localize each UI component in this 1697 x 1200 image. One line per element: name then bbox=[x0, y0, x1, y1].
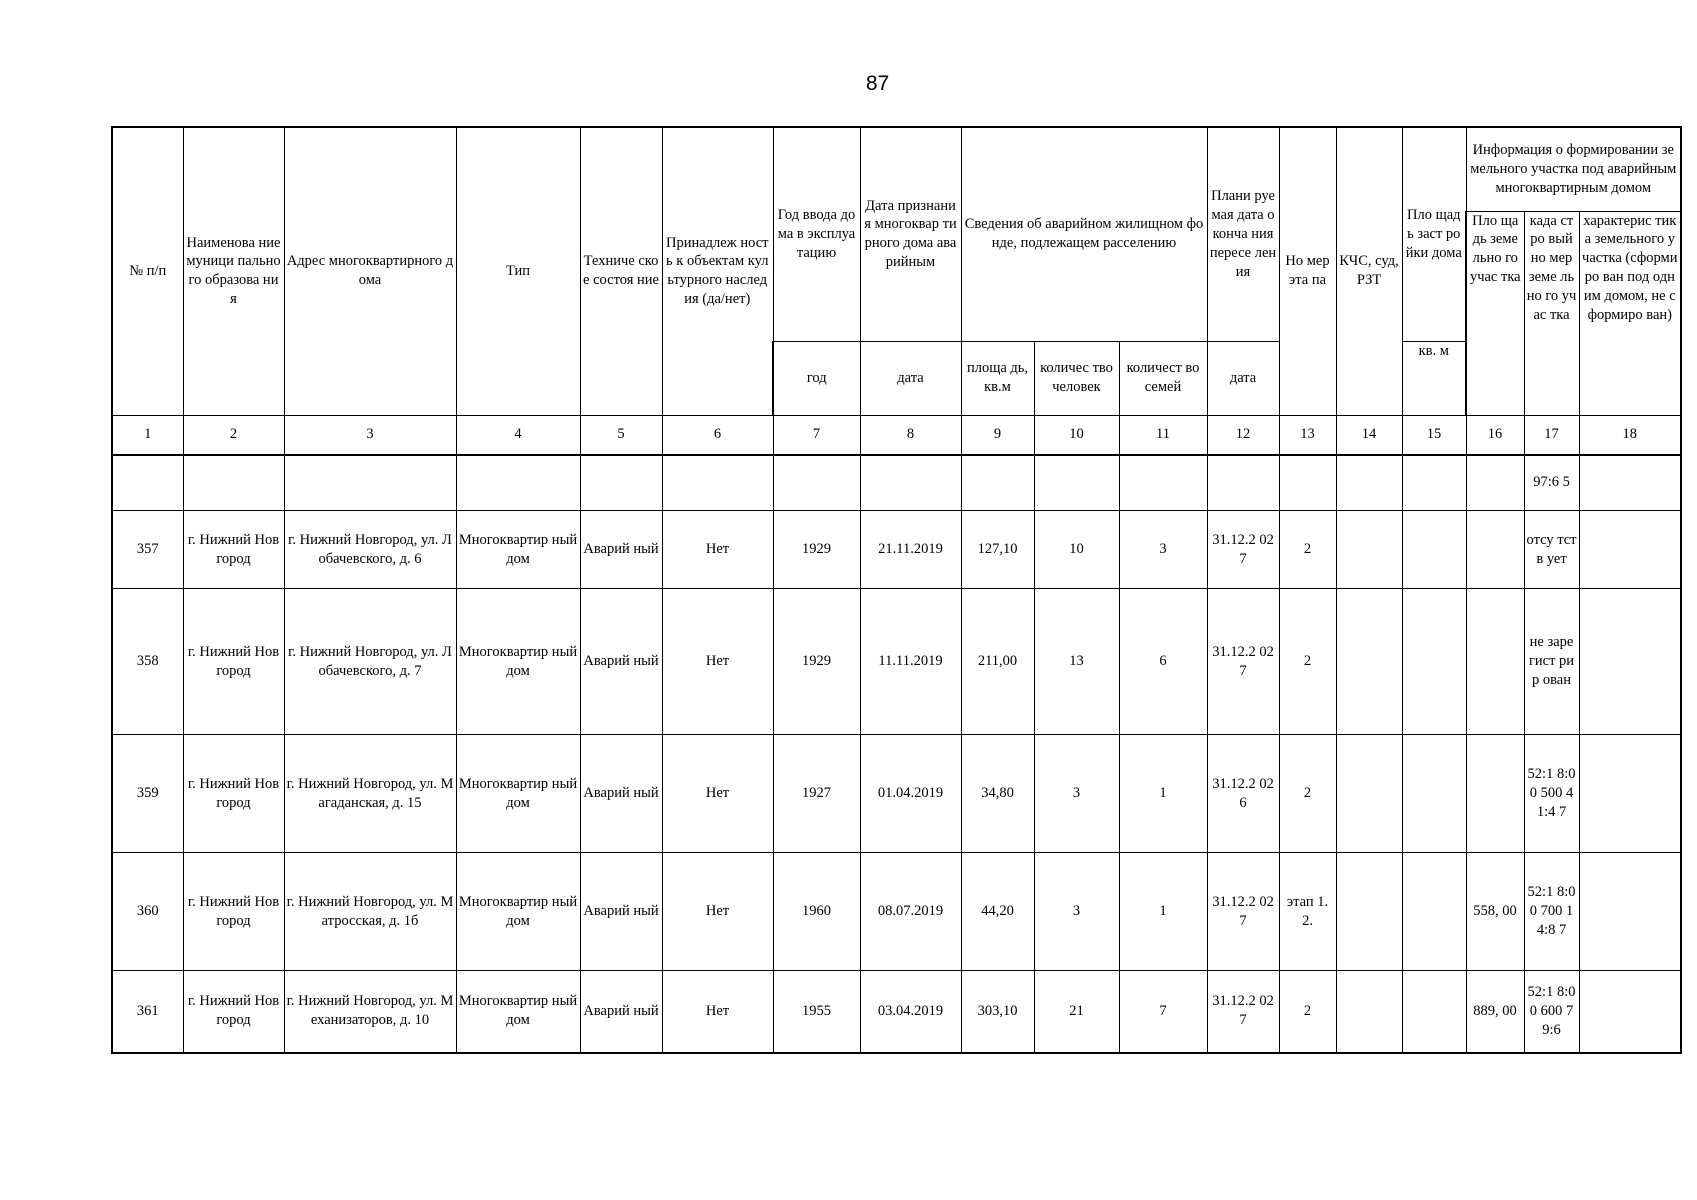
header-cadastral-number: када стро вый но мер земе льно го учас тка bbox=[1524, 211, 1579, 415]
table-row bbox=[112, 971, 1681, 1053]
cell-cadastral: не заре гист рир ован bbox=[1524, 589, 1579, 735]
cell-resettle: 31.12.2 026 bbox=[1207, 735, 1279, 853]
column-number: 8 bbox=[860, 415, 961, 455]
column-number: 6 bbox=[662, 415, 773, 455]
cell-land-char bbox=[1579, 735, 1681, 853]
cell-build-area bbox=[1402, 511, 1466, 589]
cell-date: 03.04.2019 bbox=[860, 971, 961, 1053]
continuation-row bbox=[112, 455, 1681, 511]
cell-families: 7 bbox=[1119, 971, 1207, 1053]
cell-cadastral: 52:1 8:00 600 79:6 bbox=[1524, 971, 1579, 1053]
column-number: 5 bbox=[580, 415, 662, 455]
header-municipality: Наименова ние муници пального образова ния bbox=[183, 127, 284, 415]
column-number: 7 bbox=[773, 415, 860, 455]
cell-families: 1 bbox=[1119, 853, 1207, 971]
cell-state: Аварий ный bbox=[580, 735, 662, 853]
column-number: 17 bbox=[1524, 415, 1579, 455]
cell-people: 3 bbox=[1034, 853, 1119, 971]
subheader-date: дата bbox=[860, 341, 961, 415]
cell-build-area bbox=[1402, 735, 1466, 853]
cell-land-area: 558, 00 bbox=[1466, 853, 1524, 971]
cell-type: Многоквартир ный дом bbox=[456, 589, 580, 735]
header-technical-state: Техниче ское состоя ние bbox=[580, 127, 662, 415]
cell-address: г. Нижний Новгород, ул. Механизаторов, д. 10 bbox=[284, 971, 456, 1053]
cell-address: г. Нижний Новгород, ул. Лобачевского, д. 6 bbox=[284, 511, 456, 589]
cell-row-number: 361 bbox=[112, 971, 183, 1053]
cell-resettle: 31.12.2 027 bbox=[1207, 589, 1279, 735]
emergency-housing-table bbox=[111, 126, 1682, 1054]
cell-year: 1927 bbox=[773, 735, 860, 853]
header-kchs: КЧС, суд, РЗТ bbox=[1336, 127, 1402, 415]
column-number: 10 bbox=[1034, 415, 1119, 455]
cell-land-char bbox=[1579, 971, 1681, 1053]
cell-date: 01.04.2019 bbox=[860, 735, 961, 853]
cell-area: 44,20 bbox=[961, 853, 1034, 971]
column-number: 1 bbox=[112, 415, 183, 455]
cell-municipality: г. Нижний Новгород bbox=[183, 511, 284, 589]
cell-land-area bbox=[1466, 589, 1524, 735]
cell-municipality bbox=[183, 455, 284, 511]
cell-resettle: 31.12.2 027 bbox=[1207, 853, 1279, 971]
subheader-people: количес тво человек bbox=[1034, 341, 1119, 415]
cell-type: Многоквартир ный дом bbox=[456, 735, 580, 853]
table-row bbox=[112, 589, 1681, 735]
subheader-area: площа дь, кв.м bbox=[961, 341, 1034, 415]
cell-build-area bbox=[1402, 853, 1466, 971]
cell-build-area bbox=[1402, 971, 1466, 1053]
cell-date: 08.07.2019 bbox=[860, 853, 961, 971]
cell-people: 10 bbox=[1034, 511, 1119, 589]
cell-stage: этап 1.2. bbox=[1279, 853, 1336, 971]
cell-address: г. Нижний Новгород, ул. Лобачевского, д. 7 bbox=[284, 589, 456, 735]
cell-date: 21.11.2019 bbox=[860, 511, 961, 589]
cell-row-number: 358 bbox=[112, 589, 183, 735]
header-building-area: Пло щадь заст ройки дома bbox=[1402, 127, 1466, 341]
cell-address: г. Нижний Новгород, ул. Магаданская, д. 15 bbox=[284, 735, 456, 853]
cell-cadastral: 52:1 8:00 700 14:8 7 bbox=[1524, 853, 1579, 971]
cell-land-char bbox=[1579, 853, 1681, 971]
header-recognition-date: Дата признания многоквар тирного дома аварийным bbox=[860, 127, 961, 341]
cell-kchs bbox=[1336, 589, 1402, 735]
cell-row-number: 359 bbox=[112, 735, 183, 853]
cell-land-area bbox=[1466, 455, 1524, 511]
cell-year bbox=[773, 455, 860, 511]
cell-people: 3 bbox=[1034, 735, 1119, 853]
subheader-year: год bbox=[773, 341, 860, 415]
column-number: 11 bbox=[1119, 415, 1207, 455]
cell-heritage bbox=[662, 455, 773, 511]
header-row-number: № п/п bbox=[112, 127, 183, 415]
cell-land-area bbox=[1466, 511, 1524, 589]
cell-year: 1960 bbox=[773, 853, 860, 971]
table-row bbox=[112, 853, 1681, 971]
subheader-build-area-unit: кв. м bbox=[1402, 341, 1466, 415]
cell-heritage: Нет bbox=[662, 589, 773, 735]
column-number: 13 bbox=[1279, 415, 1336, 455]
cell-people: 21 bbox=[1034, 971, 1119, 1053]
header-land-area: Пло щадь земе льно го учас тка bbox=[1466, 211, 1524, 415]
cell-year: 1929 bbox=[773, 589, 860, 735]
cell-stage: 2 bbox=[1279, 971, 1336, 1053]
cell-address bbox=[284, 455, 456, 511]
cell-area: 34,80 bbox=[961, 735, 1034, 853]
column-number: 2 bbox=[183, 415, 284, 455]
cell-area bbox=[961, 455, 1034, 511]
subheader-resettle-date: дата bbox=[1207, 341, 1279, 415]
cell-land-area bbox=[1466, 735, 1524, 853]
cell-row-number bbox=[112, 455, 183, 511]
cell-resettle bbox=[1207, 455, 1279, 511]
cell-state: Аварий ный bbox=[580, 511, 662, 589]
cell-kchs bbox=[1336, 853, 1402, 971]
column-number: 18 bbox=[1579, 415, 1681, 455]
cell-cadastral: 97:6 5 bbox=[1524, 455, 1579, 511]
cell-year: 1929 bbox=[773, 511, 860, 589]
cell-stage bbox=[1279, 455, 1336, 511]
cell-stage: 2 bbox=[1279, 735, 1336, 853]
table-row bbox=[112, 735, 1681, 853]
cell-municipality: г. Нижний Новгород bbox=[183, 971, 284, 1053]
cell-kchs bbox=[1336, 455, 1402, 511]
column-number: 9 bbox=[961, 415, 1034, 455]
column-number: 16 bbox=[1466, 415, 1524, 455]
cell-kchs bbox=[1336, 735, 1402, 853]
cell-row-number: 357 bbox=[112, 511, 183, 589]
header-type: Тип bbox=[456, 127, 580, 415]
cell-families: 6 bbox=[1119, 589, 1207, 735]
cell-municipality: г. Нижний Новгород bbox=[183, 853, 284, 971]
cell-year: 1955 bbox=[773, 971, 860, 1053]
cell-build-area bbox=[1402, 455, 1466, 511]
cell-land-char bbox=[1579, 511, 1681, 589]
cell-land-area: 889, 00 bbox=[1466, 971, 1524, 1053]
cell-area: 211,00 bbox=[961, 589, 1034, 735]
table-row bbox=[112, 511, 1681, 589]
cell-type: Многоквартир ный дом bbox=[456, 971, 580, 1053]
cell-resettle: 31.12.2 027 bbox=[1207, 511, 1279, 589]
column-number: 15 bbox=[1402, 415, 1466, 455]
cell-area: 127,10 bbox=[961, 511, 1034, 589]
cell-resettle: 31.12.2 027 bbox=[1207, 971, 1279, 1053]
header-resettlement-date: Плани руемая дата оконча ния пересе ления bbox=[1207, 127, 1279, 341]
cell-address: г. Нижний Новгород, ул. Матросская, д. 1б bbox=[284, 853, 456, 971]
header-address: Адрес многоквартирного дома bbox=[284, 127, 456, 415]
column-number: 4 bbox=[456, 415, 580, 455]
cell-date bbox=[860, 455, 961, 511]
cell-families bbox=[1119, 455, 1207, 511]
subheader-families: количест во семей bbox=[1119, 341, 1207, 415]
cell-heritage: Нет bbox=[662, 511, 773, 589]
cell-type: Многоквартир ный дом bbox=[456, 511, 580, 589]
header-housing-info: Сведения об аварийном жилищном фонде, подлежащем расселению bbox=[961, 127, 1207, 341]
cell-stage: 2 bbox=[1279, 589, 1336, 735]
cell-row-number: 360 bbox=[112, 853, 183, 971]
cell-type: Многоквартир ный дом bbox=[456, 853, 580, 971]
cell-heritage: Нет bbox=[662, 971, 773, 1053]
cell-people: 13 bbox=[1034, 589, 1119, 735]
cell-land-char bbox=[1579, 589, 1681, 735]
cell-state bbox=[580, 455, 662, 511]
cell-land-char bbox=[1579, 455, 1681, 511]
cell-state: Аварий ный bbox=[580, 971, 662, 1053]
cell-heritage: Нет bbox=[662, 853, 773, 971]
cell-type bbox=[456, 455, 580, 511]
column-number: 3 bbox=[284, 415, 456, 455]
cell-families: 3 bbox=[1119, 511, 1207, 589]
cell-build-area bbox=[1402, 589, 1466, 735]
cell-cadastral: 52:1 8:00 500 41:4 7 bbox=[1524, 735, 1579, 853]
cell-people bbox=[1034, 455, 1119, 511]
cell-families: 1 bbox=[1119, 735, 1207, 853]
header-land-characteristic: характерис тика земельного участка (сформиро ван под одним домом, не сформиро ван) bbox=[1579, 211, 1681, 415]
header-heritage: Принадлеж ность к объектам культурного наследия (да/нет) bbox=[662, 127, 773, 415]
cell-municipality: г. Нижний Новгород bbox=[183, 589, 284, 735]
column-number: 14 bbox=[1336, 415, 1402, 455]
header-commission-year: Год ввода дома в эксплуа тацию bbox=[773, 127, 860, 341]
column-number: 12 bbox=[1207, 415, 1279, 455]
cell-kchs bbox=[1336, 971, 1402, 1053]
cell-state: Аварий ный bbox=[580, 853, 662, 971]
cell-cadastral: отсу тств ует bbox=[1524, 511, 1579, 589]
cell-area: 303,10 bbox=[961, 971, 1034, 1053]
cell-date: 11.11.2019 bbox=[860, 589, 961, 735]
cell-municipality: г. Нижний Новгород bbox=[183, 735, 284, 853]
page-number: 87 bbox=[865, 72, 890, 95]
cell-kchs bbox=[1336, 511, 1402, 589]
header-stage-number: Но мер эта па bbox=[1279, 127, 1336, 415]
header-land-plot-info: Информация о формировании земельного участка под аварийным многоквартирным домом bbox=[1466, 127, 1681, 211]
cell-heritage: Нет bbox=[662, 735, 773, 853]
cell-state: Аварий ный bbox=[580, 589, 662, 735]
cell-stage: 2 bbox=[1279, 511, 1336, 589]
